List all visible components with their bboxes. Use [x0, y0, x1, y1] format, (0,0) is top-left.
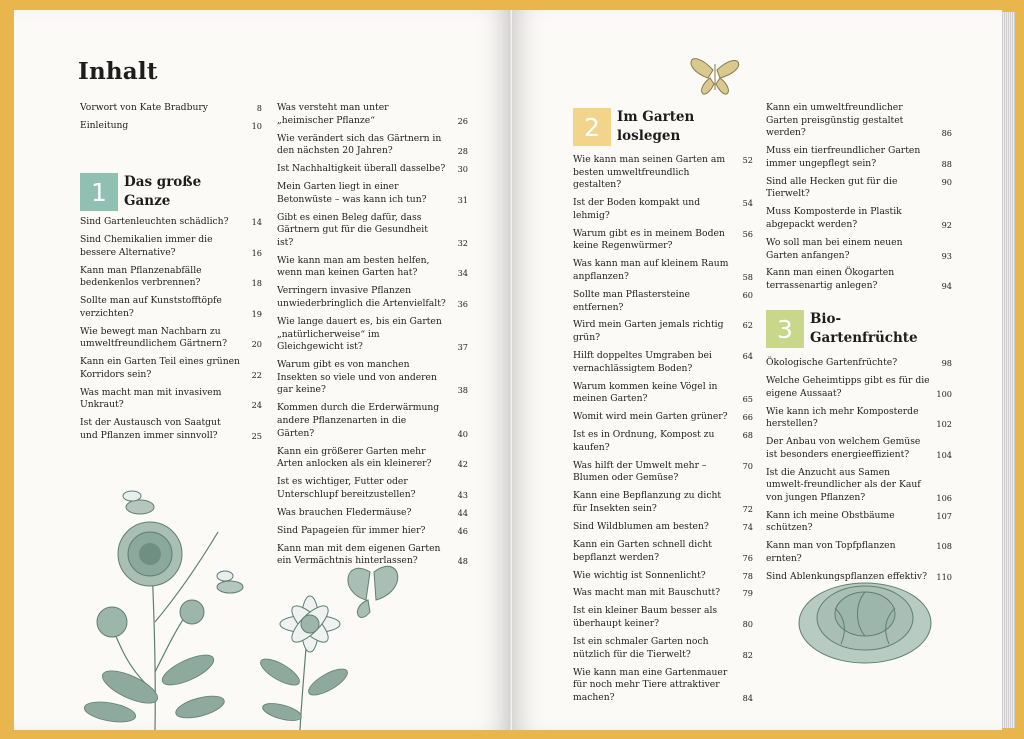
entry-question: Was macht man mit invasivem Unkraut? — [80, 386, 222, 411]
toc-entry[interactable] — [80, 326, 262, 351]
entry-page: 14 — [251, 217, 262, 227]
entry-question: Ist ein schmaler Garten noch nützlich für die Tierwelt? — [573, 636, 709, 660]
entry-page: 86 — [941, 128, 952, 139]
entry-page: 18 — [251, 278, 262, 289]
toc-entry[interactable] — [573, 289, 753, 314]
entry-page: 65 — [742, 394, 753, 405]
toc-entry[interactable] — [80, 265, 262, 290]
section-title: Das große Ganze — [124, 174, 202, 209]
entry-page: 64 — [742, 351, 753, 362]
entry-question: Hilft doppeltes Umgraben bei vernachlässigtem Boden? — [573, 350, 712, 374]
botanical-illustration — [70, 472, 410, 730]
entry-page: 37 — [457, 342, 468, 353]
entry-question: Kann ein Garten Teil eines grünen Korridors sein? — [80, 356, 240, 380]
toc-entry[interactable] — [573, 605, 753, 630]
entry-page: 34 — [457, 268, 468, 279]
entry-question: Der Anbau von welchem Gemüse ist besonders energieeffizient? — [766, 436, 921, 460]
entry-question: Warum gibt es in meinem Boden keine Regenwürmer? — [573, 227, 725, 252]
toc-entry[interactable] — [766, 510, 952, 535]
page-edges — [1001, 12, 1015, 728]
section-number-badge: 1 — [80, 173, 118, 211]
toc-entry[interactable] — [573, 667, 753, 705]
toc-entry[interactable] — [573, 490, 753, 515]
entry-page: 108 — [936, 541, 952, 552]
entry-question: Kann ein größerer Garten mehr Arten anlocken als ein kleinerer? — [277, 445, 432, 470]
entry-question: Wie kann man am besten helfen, wenn man keinen Garten hat? — [277, 254, 430, 279]
toc-entry[interactable] — [766, 176, 952, 201]
toc-entry[interactable] — [80, 356, 262, 381]
entry-question: Was hilft der Umwelt mehr – Blumen oder Gemüse? — [573, 459, 707, 484]
section-1-header — [80, 173, 262, 211]
entry-page: 10 — [251, 120, 262, 131]
toc-entry[interactable] — [573, 154, 753, 192]
toc-entry[interactable] — [277, 446, 468, 471]
toc-entry[interactable] — [80, 387, 262, 412]
entry-page: 60 — [742, 289, 753, 300]
entry-page: 36 — [457, 299, 468, 310]
toc-entry[interactable] — [573, 636, 753, 661]
entry-page: 79 — [742, 588, 753, 599]
cabbage-icon — [795, 568, 935, 668]
right-second-column — [766, 102, 952, 298]
toc-entry[interactable] — [277, 212, 468, 250]
entry-question: Kann eine Bepflanzung zu dicht für Insekten sein? — [573, 490, 722, 514]
entry-question: Warum kommen keine Vögel in meinen Garten? — [573, 380, 718, 405]
toc-entry[interactable] — [573, 521, 753, 534]
entry-page: 30 — [457, 164, 468, 175]
entry-question: Wie wichtig ist Sonnenlicht? — [573, 569, 706, 581]
entry-question: Kann ich meine Obstbäume schützen? — [766, 509, 895, 534]
entry-page: 62 — [742, 320, 753, 331]
section-2-header — [573, 108, 763, 146]
entry-page: 52 — [742, 155, 753, 165]
entry-question: Sind Ablenkungspflanzen effektiv? — [766, 571, 927, 583]
entry-question: Was versteht man unter „heimischer Pflanze“ — [277, 102, 389, 126]
toc-entry[interactable] — [766, 406, 952, 431]
entry-question: Sind Chemikalien immer die bessere Alternative? — [80, 233, 213, 258]
entry-page: 98 — [941, 358, 952, 368]
toc-entry[interactable] — [80, 234, 262, 259]
entry-page: 70 — [742, 460, 753, 471]
entry-page: 19 — [251, 308, 262, 319]
entry-question: Ist Nachhaltigkeit überall dasselbe? — [277, 163, 446, 175]
entry-question: Ist ein kleiner Baum besser als überhaupt keiner? — [573, 605, 718, 630]
entry-question: Wie bewegt man Nachbarn zu umweltfreundlichem Gärtnern? — [80, 325, 228, 350]
entry-page: 43 — [457, 489, 468, 500]
entry-page: 22 — [251, 369, 262, 380]
toc-entry[interactable] — [573, 228, 753, 253]
toc-entry[interactable] — [277, 255, 468, 280]
entry-question: Kann ein umweltfreundlicher Garten preisgünstig gestaltet werden? — [766, 102, 904, 139]
toc-entry[interactable] — [766, 540, 952, 565]
section-number-badge: 2 — [573, 108, 611, 146]
toc-entry[interactable] — [277, 316, 468, 354]
entry-question: Kann ein Garten schnell dicht bepflanzt werden? — [573, 538, 712, 563]
entry-page: 102 — [936, 419, 952, 430]
toc-entry[interactable] — [766, 436, 952, 461]
section-number-badge: 3 — [766, 310, 804, 348]
entry-question: Ist es in Ordnung, Kompost zu kaufen? — [573, 429, 715, 453]
toc-entry[interactable] — [277, 133, 468, 158]
section-1-entries — [80, 216, 262, 448]
entry-page: 107 — [936, 510, 952, 521]
entry-question: Wo soll man bei einem neuen Garten anfangen? — [766, 236, 903, 261]
entry-page: 74 — [742, 521, 753, 532]
entry-page: 93 — [941, 250, 952, 261]
toc-entry[interactable] — [573, 350, 753, 375]
entry-page: 100 — [936, 388, 952, 399]
entry-question: Wie kann ich mehr Komposterde herstellen? — [766, 405, 919, 430]
toc-entry[interactable] — [766, 375, 952, 400]
entry-page: 26 — [457, 115, 468, 126]
entry-page: 54 — [742, 198, 753, 209]
entry-page: 110 — [936, 572, 952, 583]
toc-entry[interactable] — [277, 181, 468, 206]
entry-page: 72 — [742, 503, 753, 514]
toc-entry[interactable] — [80, 417, 262, 442]
section-title: Im Garten loslegen — [617, 109, 695, 144]
bee-icon — [123, 491, 154, 514]
entry-page: 42 — [457, 459, 468, 470]
entry-page: 76 — [742, 552, 753, 563]
entry-question: Sind Papageien für immer hier? — [277, 524, 426, 536]
entry-question: Wie kann man eine Gartenmauer für noch mehr Tiere attraktiver machen? — [573, 666, 728, 703]
toc-entry[interactable] — [766, 357, 952, 370]
entry-page: 104 — [936, 449, 952, 460]
entry-question: Kann man mit dem eigenen Garten ein Vermächtnis hinterlassen? — [277, 542, 441, 567]
entry-question: Mein Garten liegt in einer Betonwüste – was kann ich tun? — [277, 181, 427, 205]
toc-entry[interactable] — [573, 539, 753, 564]
dahlia-flower-icon — [118, 522, 182, 586]
entry-question: Muss Komposterde in Plastik abgepackt werden? — [766, 206, 902, 230]
toc-entry[interactable] — [766, 102, 952, 140]
entry-question: Was kann man auf kleinem Raum anpflanzen? — [573, 258, 729, 282]
entry-question: Sind alle Hecken gut für die Tierwelt? — [766, 175, 898, 200]
toc-entry[interactable] — [277, 402, 468, 440]
entry-page: 106 — [936, 492, 952, 503]
entry-page: 44 — [457, 507, 468, 518]
entry-page: 68 — [742, 430, 753, 441]
entry-page: 20 — [251, 339, 262, 350]
entry-question: Was brauchen Fledermäuse? — [277, 506, 412, 518]
entry-question: Sind Gartenleuchten schädlich? — [80, 216, 229, 227]
entry-question: Verringern invasive Pflanzen unwiederbringlich die Artenvielfalt? — [277, 285, 446, 310]
entry-question: Einleitung — [80, 119, 129, 131]
daisy-flower-icon — [280, 596, 340, 652]
toc-entry[interactable] — [80, 216, 262, 229]
entry-question: Ist der Boden kompakt und lehmig? — [573, 197, 701, 221]
entry-page: 31 — [457, 194, 468, 205]
entry-page: 80 — [742, 619, 753, 630]
toc-entry[interactable] — [80, 120, 262, 133]
toc-entry[interactable] — [277, 285, 468, 310]
toc-entry[interactable] — [573, 411, 753, 424]
entry-page: 16 — [251, 247, 262, 258]
toc-entry[interactable] — [573, 429, 753, 454]
toc-entry[interactable] — [573, 570, 753, 583]
toc-entry[interactable] — [573, 381, 753, 406]
toc-entry[interactable] — [766, 145, 952, 170]
right-page — [512, 10, 1002, 730]
entry-page: 82 — [742, 649, 753, 660]
toc-entry[interactable] — [277, 102, 468, 127]
entry-question: Ist die Anzucht aus Samen umwelt-freundlicher als der Kauf von jungen Pflanzen? — [766, 466, 921, 503]
entry-question: Kann man von Topfpflanzen ernten? — [766, 540, 896, 565]
left-page — [14, 10, 511, 730]
toc-entry[interactable] — [573, 319, 753, 344]
entry-question: Muss ein tierfreundlicher Garten immer ungepflegt sein? — [766, 145, 921, 169]
entry-question: Sollte man Pflastersteine entfernen? — [573, 288, 690, 313]
toc-entry[interactable] — [766, 467, 952, 505]
toc-entry[interactable] — [573, 258, 753, 283]
entry-question: Sollte man auf Kunststofftöpfe verzichten? — [80, 295, 222, 319]
entry-page: 58 — [742, 271, 753, 282]
entry-question: Kann man Pflanzenabfälle bedenkenlos verbrennen? — [80, 264, 202, 289]
entry-page: 78 — [742, 570, 753, 581]
section-3-entries — [766, 357, 952, 589]
page-title: Inhalt — [78, 58, 158, 85]
butterfly-icon — [348, 566, 398, 617]
entry-page: 28 — [457, 146, 468, 157]
toc-entry[interactable] — [766, 206, 952, 231]
entry-page: 56 — [742, 228, 753, 239]
entry-page: 88 — [941, 158, 952, 169]
entry-page: 66 — [742, 412, 753, 423]
toc-entry[interactable] — [573, 587, 753, 600]
entry-question: Was macht man mit Bauschutt? — [573, 587, 721, 599]
entry-page: 8 — [256, 103, 262, 113]
entry-page: 38 — [457, 385, 468, 396]
toc-entry[interactable] — [80, 295, 262, 320]
toc-entry[interactable] — [80, 102, 262, 115]
entry-page: 40 — [457, 428, 468, 439]
entry-page: 46 — [457, 525, 468, 536]
entry-question: Vorwort von Kate Bradbury — [80, 102, 208, 113]
entry-question: Wird mein Garten jemals richtig grün? — [573, 319, 724, 344]
entry-question: Warum gibt es von manchen Insekten so viele und von anderen gar keine? — [277, 359, 437, 396]
section-3-header — [766, 310, 952, 348]
entry-question: Wie kann man seinen Garten am besten umweltfreundlich gestalten? — [573, 154, 726, 191]
entry-page: 25 — [251, 431, 262, 442]
entry-question: Womit wird mein Garten grüner? — [573, 411, 728, 423]
intro-column — [80, 102, 262, 138]
section-2-entries — [573, 154, 753, 710]
entry-question: Ökologische Gartenfrüchte? — [766, 357, 898, 368]
entry-question: Ist es wichtiger, Futter oder Unterschlupf bereitzustellen? — [277, 476, 416, 500]
toc-entry[interactable] — [766, 267, 952, 292]
toc-entry[interactable] — [277, 163, 468, 176]
entry-page: 90 — [941, 176, 952, 187]
entry-question: Kann man einen Ökogarten terrassenartig anlegen? — [766, 267, 895, 292]
butterfly-icon — [680, 40, 750, 104]
entry-page: 84 — [742, 692, 753, 703]
entry-question: Sind Wildblumen am besten? — [573, 520, 709, 532]
bee-icon — [217, 571, 243, 593]
entry-page: 32 — [457, 237, 468, 248]
entry-page: 48 — [457, 556, 468, 567]
entry-question: Gibt es einen Beleg dafür, dass Gärtnern gut für die Gesundheit ist? — [277, 211, 428, 248]
entry-question: Ist der Austausch von Saatgut und Pflanzen immer sinnvoll? — [80, 417, 221, 442]
entry-page: 92 — [941, 219, 952, 230]
entry-question: Kommen durch die Erderwärmung andere Pflanzenarten in die Gärten? — [277, 402, 440, 439]
toc-entry[interactable] — [277, 359, 468, 397]
toc-entry[interactable] — [766, 237, 952, 262]
entry-question: Welche Geheimtipps gibt es für die eigene Aussaat? — [766, 374, 930, 399]
entry-page: 94 — [941, 281, 952, 292]
entry-question: Wie lange dauert es, bis ein Garten „natürlicherweise“ im Gleichgewicht ist? — [277, 316, 442, 353]
section-title: Bio-Gartenfrüchte — [810, 311, 918, 346]
toc-entry[interactable] — [573, 197, 753, 222]
toc-entry[interactable] — [573, 460, 753, 485]
entry-page: 24 — [251, 400, 262, 411]
entry-question: Wie verändert sich das Gärtnern in den nächsten 20 Jahren? — [277, 132, 442, 157]
